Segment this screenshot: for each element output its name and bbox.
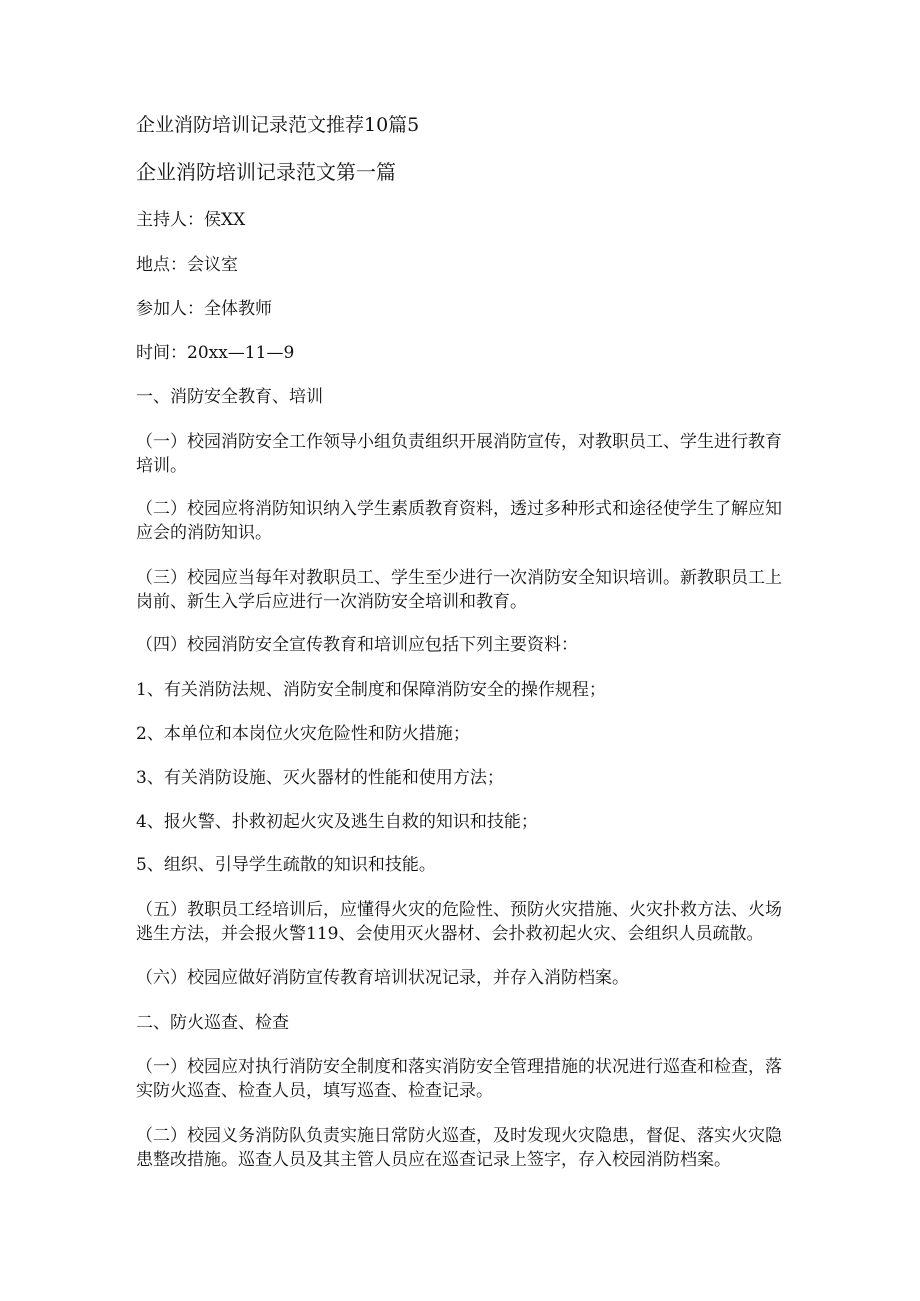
list-item-5: 5、组织、引导学生疏散的知识和技能。 [136, 855, 436, 875]
time-line: 时间：20xx—11—9 [136, 343, 295, 363]
list-item-1: 1、有关消防法规、消防安全制度和保障消防安全的操作规程； [136, 680, 606, 700]
part1-paragraph-3: （三）校园应当每年对教职员工、学生至少进行一次消防安全知识培训。新教职员工上岗前、新生入学后应进行一次消防安全培训和教育。 [136, 568, 782, 612]
part1-paragraph-6: （六）校园应做好消防宣传教育培训状况记录，并存入消防档案。 [136, 968, 629, 988]
attendees-line: 参加人：全体教师 [136, 299, 272, 319]
list-item-3: 3、有关消防设施、灭火器材的性能和使用方法； [136, 768, 504, 788]
part2-paragraph-1: （一）校园应对执行消防安全制度和落实消防安全管理措施的状况进行巡查和检查，落实防火巡查、检查人员，填写巡查、检查记录。 [136, 1057, 782, 1101]
part1-paragraph-4: （四）校园消防安全宣传教育和培训应包括下列主要资料： [136, 635, 578, 655]
part2-paragraph-2: （二）校园义务消防队负责实施日常防火巡查，及时发现火灾隐患，督促、落实火灾隐患整改措施。巡查人员及其主管人员应在巡查记录上签字，存入校园消防档案。 [136, 1126, 782, 1170]
part1-paragraph-2: （二）校园应将消防知识纳入学生素质教育资料，透过多种形式和途径使学生了解应知应会的消防知识。 [136, 499, 782, 543]
part1-paragraph-5: （五）教职员工经培训后，应懂得火灾的危险性、预防火灾措施、火灾扑救方法、火场逃生方法，并会报火警119、会使用灭火器材、会扑救初起火灾、会组织人员疏散。 [136, 900, 782, 944]
list-item-2: 2、本单位和本岗位火灾危险性和防火措施； [136, 724, 470, 744]
list-item-4: 4、报火警、扑救初起火灾及逃生自救的知识和技能； [136, 812, 538, 832]
doc-title: 企业消防培训记录范文推荐10篇5 [136, 114, 420, 136]
part1-paragraph-1: （一）校园消防安全工作领导小组负责组织开展消防宣传，对教职员工、学生进行教育培训。 [136, 432, 782, 476]
part1-heading: 一、消防安全教育、培训 [136, 387, 323, 407]
location-line: 地点：会议室 [136, 255, 238, 275]
host-line: 主持人：侯XX [136, 210, 246, 230]
part2-heading: 二、防火巡查、检查 [136, 1013, 289, 1033]
section-title: 企业消防培训记录范文第一篇 [136, 160, 396, 184]
